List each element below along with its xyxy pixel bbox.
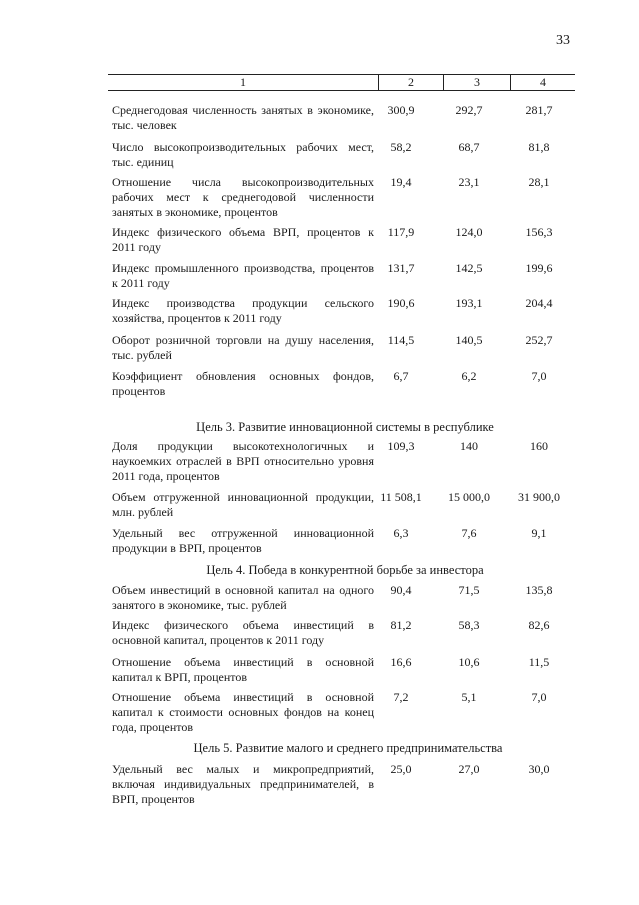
value-col-4: 7,0 xyxy=(531,690,547,704)
indicator-label: Удельный вес отгруженной инновационной продукции в ВРП, процентов xyxy=(112,526,374,555)
value-col-4: 82,6 xyxy=(528,618,550,632)
value-col-3: 6,2 xyxy=(461,369,477,383)
value-col-3: 7,6 xyxy=(461,526,477,540)
value-col-4: 252,7 xyxy=(525,333,553,347)
value-col-3: 27,0 xyxy=(458,762,480,776)
value-col-4: 81,8 xyxy=(528,140,550,154)
value-col-3: 68,7 xyxy=(458,140,480,154)
value-col-2: 109,3 xyxy=(387,439,415,453)
goal-4-heading: Цель 4. Победа в конкурентной борьбе за инвестора xyxy=(206,563,484,577)
value-col-3: 193,1 xyxy=(455,296,483,310)
value-col-4: 7,0 xyxy=(531,369,547,383)
value-col-2: 58,2 xyxy=(390,140,412,154)
value-col-2: 11 508,1 xyxy=(380,490,422,504)
value-col-3: 124,0 xyxy=(455,225,483,239)
column-header-3: 3 xyxy=(443,75,510,90)
value-col-3: 15 000,0 xyxy=(448,490,490,504)
value-col-4: 30,0 xyxy=(528,762,550,776)
indicator-label: Доля продукции высокотехнологичных и наукоемких отраслей в ВРП относительно уровня 2011 года, процентов xyxy=(112,439,374,483)
value-col-2: 16,6 xyxy=(390,655,412,669)
value-col-3: 23,1 xyxy=(458,175,480,189)
table-header xyxy=(108,74,575,91)
value-col-2: 25,0 xyxy=(390,762,412,776)
value-col-4: 28,1 xyxy=(528,175,550,189)
indicator-label: Индекс физического объема инвестиций в основной капитал, процентов к 2011 году xyxy=(112,618,374,647)
value-col-2: 114,5 xyxy=(387,333,415,347)
value-col-2: 6,7 xyxy=(393,369,409,383)
column-header-4: 4 xyxy=(510,75,575,90)
value-col-4: 199,6 xyxy=(525,261,553,275)
value-col-2: 7,2 xyxy=(393,690,409,704)
indicator-label: Индекс физического объема ВРП, процентов к 2011 году xyxy=(112,225,374,254)
indicator-label: Коэффициент обновления основных фондов, процентов xyxy=(112,369,374,398)
value-col-3: 58,3 xyxy=(458,618,480,632)
indicator-label: Среднегодовая численность занятых в экономике, тыс. человек xyxy=(112,103,374,132)
page-number: 33 xyxy=(556,33,570,48)
value-col-4: 11,5 xyxy=(528,655,550,669)
goal-5-heading: Цель 5. Развитие малого и среднего предпринимательства xyxy=(193,741,503,755)
value-col-4: 281,7 xyxy=(525,103,553,117)
value-col-3: 5,1 xyxy=(461,690,477,704)
indicator-label: Индекс промышленного производства, процентов к 2011 году xyxy=(112,261,374,290)
value-col-2: 117,9 xyxy=(387,225,415,239)
indicator-label: Удельный вес малых и микропредприятий, включая индивидуальных предпринимателей, в ВРП, процентов xyxy=(112,762,374,806)
indicator-label: Отношение объема инвестиций в основной капитал к ВРП, процентов xyxy=(112,655,374,684)
value-col-3: 10,6 xyxy=(458,655,480,669)
value-col-3: 292,7 xyxy=(455,103,483,117)
value-col-4: 156,3 xyxy=(525,225,553,239)
indicator-label: Объем инвестиций в основной капитал на одного занятого в экономике, тыс. рублей xyxy=(112,583,374,612)
value-col-2: 131,7 xyxy=(387,261,415,275)
value-col-4: 9,1 xyxy=(531,526,547,540)
value-col-4: 31 900,0 xyxy=(518,490,560,504)
indicator-label: Индекс производства продукции сельского хозяйства, процентов к 2011 году xyxy=(112,296,374,325)
value-col-2: 300,9 xyxy=(387,103,415,117)
value-col-2: 19,4 xyxy=(390,175,412,189)
value-col-2: 6,3 xyxy=(393,526,409,540)
value-col-2: 190,6 xyxy=(387,296,415,310)
value-col-3: 140 xyxy=(460,439,478,453)
value-col-4: 204,4 xyxy=(525,296,553,310)
value-col-4: 160 xyxy=(530,439,548,453)
indicator-label: Отношение числа высокопроизводительных рабочих мест к среднегодовой численности занятых в экономике, процентов xyxy=(112,175,374,219)
value-col-3: 140,5 xyxy=(455,333,483,347)
column-header-2: 2 xyxy=(378,75,443,90)
value-col-4: 135,8 xyxy=(525,583,553,597)
indicator-label: Объем отгруженной инновационной продукции, млн. рублей xyxy=(112,490,374,519)
indicator-label: Число высокопроизводительных рабочих мест, тыс. единиц xyxy=(112,140,374,169)
indicator-label: Оборот розничной торговли на душу населения, тыс. рублей xyxy=(112,333,374,362)
goal-3-heading: Цель 3. Развитие инновационной системы в республике xyxy=(196,420,494,434)
indicator-label: Отношение объема инвестиций в основной капитал к стоимости основных фондов на конец года, процентов xyxy=(112,690,374,734)
value-col-3: 71,5 xyxy=(458,583,480,597)
column-header-1: 1 xyxy=(240,75,246,89)
value-col-2: 90,4 xyxy=(390,583,412,597)
value-col-3: 142,5 xyxy=(455,261,483,275)
value-col-2: 81,2 xyxy=(390,618,412,632)
